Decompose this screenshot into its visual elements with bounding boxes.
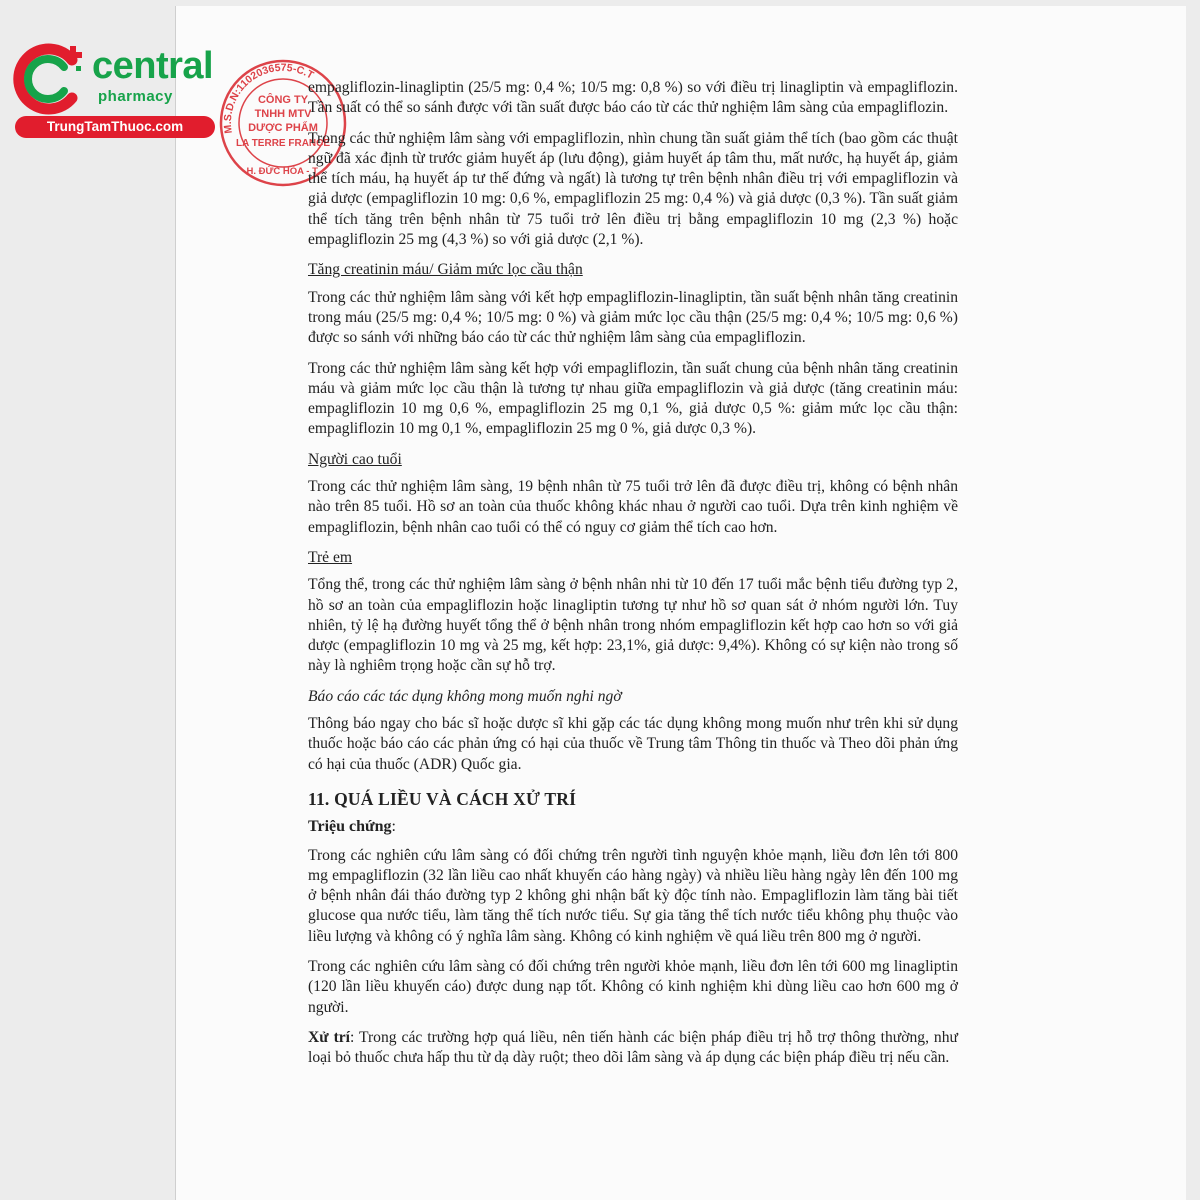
paragraph: Trong các thử nghiệm lâm sàng, 19 bệnh nhân từ 75 tuổi trở lên đã được điều trị, không có bệnh nhân nào trên 85 tuổi. Hồ sơ an toàn của thuốc không khác nhau ở người cao tuổi. Dựa trên kinh nghiệm về empagliflozin, bệnh nhân cao tuổi có thể có nguy cơ giảm thể tích cao hơn. xyxy=(308,478,958,536)
stamp-line-1: CÔNG TY xyxy=(257,94,309,106)
paragraph: Trong các nghiên cứu lâm sàng có đối chứng trên người tình nguyện khỏe mạnh, liều đơn lên tới 800 mg empagliflozin (32 lần liều cao nhất khuyến cáo hàng ngày) và nhiều liều hàng ngày lên đến 100 mg ở bệnh nhân đái tháo đường typ 2 không ghi nhận bất kỳ độc tính nào. Empagliflozin làm tăng bài tiết glucose qua nước tiểu, làm tăng thể tích nước tiểu. Sự gia tăng thể tích nước tiểu không phụ thuộc vào liều lượng và không có ý nghĩa lâm sàng. Không có kinh nghiệm về quá liều trên 800 mg ở người. xyxy=(308,846,958,945)
paragraph: Thông báo ngay cho bác sĩ hoặc dược sĩ khi gặp các tác dụng không mong muốn như trên khi sử dụng thuốc hoặc báo cáo các phản ứng có hại của thuốc về Trung tâm Thông tin thuốc và Theo dõi phản ứng có hại của thuốc (ADR) Quốc gia. xyxy=(308,715,958,773)
paragraph: empagliflozin-linagliptin (25/5 mg: 0,4 %; 10/5 mg: 0,8 %) so với điều trị linagliptin và empagliflozin. Tần suất có thể so sánh được với tần suất được báo cáo từ các thử nghiệm lâm sàng của empagliflozin. xyxy=(308,79,958,117)
paragraph: Tổng thể, trong các thử nghiệm lâm sàng ở bệnh nhân nhi từ 10 đến 17 tuổi mắc bệnh tiểu đường typ 2, hồ sơ an toàn của empagliflozin hoặc linagliptin tương tự như hồ sơ quan sát ở nhóm người lớn. Tuy nhiên, tỷ lệ hạ đường huyết tổng thể ở bệnh nhân trong nhóm empagliflozin kết hợp cao hơn so với giả dược (empagliflozin 10 mg và 25 mg, kết hợp: 23,1%, giả dược: 9,4%). Không có sự kiện nào trong số này là nghiêm trọng hoặc cần sự hỗ trợ. xyxy=(308,576,958,675)
subheading-symptoms xyxy=(308,817,958,837)
symptoms-colon: : xyxy=(391,818,396,836)
paragraph: Trong các thử nghiệm lâm sàng kết hợp với empagliflozin, tần suất chung của bệnh nhân tăng creatinin máu và giảm mức lọc cầu thận là tương tự nhau giữa empagliflozin và giả dược (tăng creatinin máu: empagliflozin 10 mg 0,6 %, empagliflozin 25 mg 0,1 %, giả dược 0,5 %: giảm mức lọc cầu thận: empagliflozin 10 mg 0,1 %, empagliflozin 25 mg 0 %, giả dược 0,3 %). xyxy=(308,359,958,438)
paragraph: Trong các thử nghiệm lâm sàng với kết hợp empagliflozin-linagliptin, tần suất bệnh nhân tăng creatinin trong máu (25/5 mg: 0,4 %; 10/5 mg: 0 %) và giảm mức lọc cầu thận (25/5 mg: 0,4 %; 10/5 mg: 0,6 %) được so sánh với những báo cáo từ các thử nghiệm lâm sàng của empagliflozin. xyxy=(308,288,958,347)
subheading-report: Báo cáo các tác dụng không mong muốn nghi ngờ xyxy=(308,687,622,705)
subheading-elderly: Người cao tuổi xyxy=(308,450,402,468)
document-content xyxy=(308,78,958,1078)
paragraph: Trong các thử nghiệm lâm sàng với empagliflozin, nhìn chung tần suất giảm thể tích (bao gồm các thuật ngữ đã xác định từ trước giảm huyết áp (lưu động), giảm huyết áp tâm thu, mất nước, hạ huyết áp, giảm thể tích máu, hạ huyết áp tư thế đứng và ngất) là tương tự trên bệnh nhân điều trị với empagliflozin và giả dược (empagliflozin 10 mg: 0,6 %, empagliflozin 25 mg: 0,4 %) và giả dược (0,3 %). Tần suất giảm thể tích tăng trên bệnh nhân từ 75 tuổi trở lên điều trị bằng empagliflozin 10 mg (2,3 %) hoặc empagliflozin 25 mg (4,3 %) so với giả dược (2,1 %). xyxy=(308,129,958,249)
stamp-line-3: DƯỢC PHẨM xyxy=(248,122,318,134)
section-heading-overdose: 11. QUÁ LIỀU VÀ CÁCH XỬ TRÍ xyxy=(308,788,577,809)
subheading-children: Trẻ em xyxy=(308,548,353,566)
paragraph-treatment xyxy=(308,1028,958,1069)
stamp-line-2: TNHH MTV xyxy=(254,108,312,120)
symptoms-label: Triệu chứng xyxy=(308,818,392,836)
pharmacy-c-icon xyxy=(10,40,92,116)
subheading-creatinine: Tăng creatinin máu/ Giảm mức lọc cầu thận xyxy=(308,261,583,279)
logo-site-bar: TrungTamThuoc.com xyxy=(15,116,215,138)
stamp-line-4: LA TERRE FRANCE xyxy=(235,138,331,149)
treatment-text: : Trong các trường hợp quá liều, nên tiến hành các biện pháp điều trị hỗ trợ thông thường, như loại bỏ thuốc chưa hấp thu từ dạ dày ruột; theo dõi lâm sàng và áp dụng các biện pháp điều trị nếu cần. xyxy=(308,1028,958,1067)
paragraph: Trong các nghiên cứu lâm sàng có đối chứng trên người khỏe mạnh, liều đơn lên tới 600 mg linagliptin (120 lần liều khuyến cáo) được dung nạp tốt. Không có kinh nghiệm khi dùng liều cao hơn 600 mg ở người. xyxy=(308,957,958,1016)
stamp-ring-text: M.S.D.N:1102036575-C.T xyxy=(221,61,316,135)
stamp-bottom: H. ĐỨC HÒA - T. xyxy=(246,166,320,177)
logo-name: central xyxy=(92,45,214,87)
logo-subtitle: pharmacy xyxy=(98,88,173,105)
central-pharmacy-logo xyxy=(10,40,215,140)
treatment-label: Xử trí xyxy=(308,1028,351,1046)
